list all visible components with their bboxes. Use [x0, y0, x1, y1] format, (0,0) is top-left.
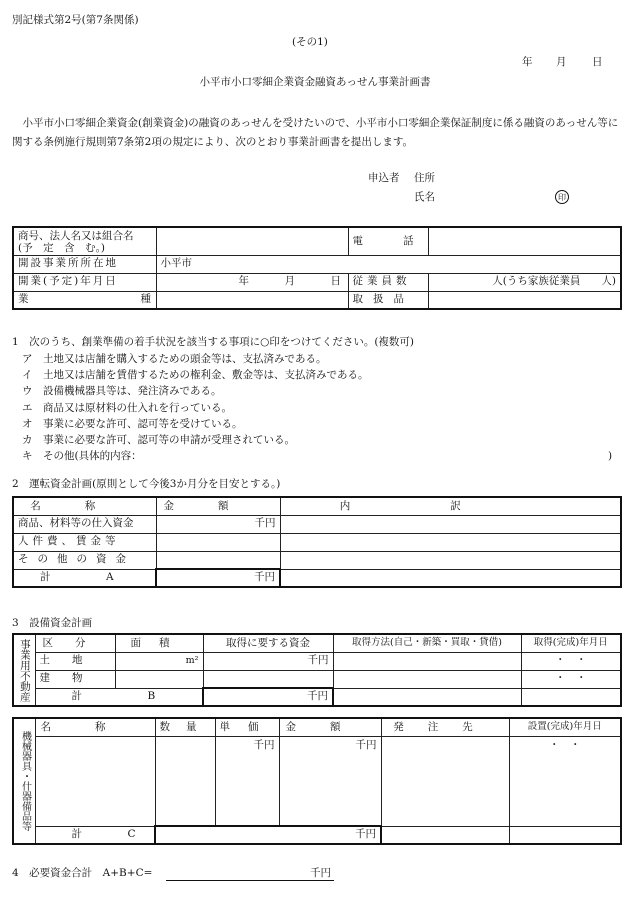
phone-field[interactable] [428, 227, 621, 255]
section1-item[interactable]: エ 商品又は原材料の仕入れを行っている。 [22, 401, 232, 414]
eq-total-date[interactable] [509, 826, 621, 844]
section1-close-paren: ) [608, 450, 613, 462]
op-row-breakdown[interactable] [280, 551, 621, 569]
products-field[interactable] [428, 291, 621, 309]
location-field[interactable]: 小平市 [156, 255, 621, 273]
re-header-category: 区分 [35, 634, 115, 652]
operating-funds-table [12, 496, 622, 588]
re-total-label: 計 [71, 689, 82, 702]
op-row-breakdown[interactable] [280, 533, 621, 551]
re-total-label-cell [35, 688, 203, 706]
eq-header-unit-price: 単価 [215, 718, 279, 736]
op-row-amount[interactable] [156, 533, 280, 551]
op-header-amount: 金額 [156, 497, 280, 515]
section1-item[interactable]: カ 事業に必要な許可、認可等の申請が受理されている。 [22, 433, 295, 446]
op-header-name: 名称 [13, 497, 156, 515]
op-row-breakdown[interactable] [280, 515, 621, 533]
re-total-symbol: B [147, 689, 156, 702]
re-header-area: 面積 [115, 634, 203, 652]
section4-heading: 4 必要資金合計 A+B+C= [12, 867, 153, 879]
open-date-field[interactable] [156, 273, 348, 291]
document-title: 小平市小口零細企業資金融資あっせん事業計画書 [199, 76, 431, 88]
date-day: 日 [592, 56, 603, 68]
date-year: 年 [522, 56, 533, 68]
op-row-amount[interactable] [156, 551, 280, 569]
equipment-side-label: 機械器具・什器備品等 [13, 718, 35, 844]
real-estate-table [12, 633, 622, 707]
re-row-method[interactable] [333, 670, 521, 688]
op-row-amount[interactable]: 千円 [156, 515, 280, 533]
re-row-method[interactable] [333, 652, 521, 670]
open-date-year: 年 [238, 275, 249, 287]
op-total-amount[interactable]: 千円 [156, 569, 280, 587]
op-total-breakdown[interactable] [280, 569, 621, 587]
re-row-date[interactable]: ・ ・ [521, 652, 621, 670]
op-total-symbol: A [106, 570, 114, 583]
phone-label: 電話 [352, 234, 454, 247]
re-total-cost[interactable]: 千円 [203, 688, 333, 706]
trade-name-label-cell [13, 227, 156, 255]
seal-mark [555, 190, 569, 204]
section1-item[interactable]: イ 土地又は店舗を賃借するための権利金、敷金等は、支払済みである。 [22, 369, 369, 382]
re-header-date: 取得(完成)年月日 [521, 634, 621, 652]
re-total-method[interactable] [333, 688, 521, 706]
applicant-info-table [12, 226, 622, 310]
re-header-cost: 取得に要する資金 [203, 634, 333, 652]
form-number: 別記様式第2号(第7条関係) [12, 14, 139, 26]
eq-supplier-field[interactable] [381, 736, 509, 826]
re-row-cost[interactable]: 千円 [203, 652, 333, 670]
section3-heading: 3 設備資金計画 [12, 617, 93, 629]
applicant-label: 申込者 [368, 172, 400, 184]
re-total-date[interactable] [521, 688, 621, 706]
intro-paragraph: 小平市小口零細企業資金(創業資金)の融資のあっせんを受けたいので、小平市小口零細企業保証制度に係る融資のあっせん等に関する条例施行規則第7条第2項の規定により、次のとおり事業計画書を提出します。 [12, 117, 619, 148]
employees-field[interactable]: 人(うち家族従業員 人) [428, 273, 621, 291]
section1-list [22, 353, 369, 466]
eq-unit-price-field[interactable]: 千円 [215, 736, 279, 826]
section1-item[interactable]: オ 事業に必要な許可、認可等を受けている。 [22, 417, 243, 430]
trade-name-field[interactable] [156, 227, 348, 255]
open-date-label: 開業(予定)年月日 [13, 273, 156, 291]
open-date-day: 日 [330, 275, 341, 287]
total-required-unit: 千円 [310, 867, 331, 879]
eq-header-date: 設置(完成)年月日 [509, 718, 621, 736]
business-label-cell [13, 291, 263, 309]
re-row-date[interactable]: ・ ・ [521, 670, 621, 688]
trade-name-note: (予 定 含 む。) [18, 241, 105, 254]
eq-header-name: 名称 [35, 718, 155, 736]
open-date-month: 月 [284, 275, 295, 287]
business-label: 業種 [18, 293, 263, 306]
eq-amount-field[interactable]: 千円 [279, 736, 381, 826]
op-total-label-cell [13, 569, 156, 587]
re-row-label: 土地 [35, 652, 115, 670]
op-total-label: 計 [40, 570, 51, 583]
op-row-label: 商品、材料等の仕入資金 [13, 515, 156, 533]
re-header-method: 取得方法(自己・新築・買取・貸借) [333, 634, 521, 652]
phone-label-cell [348, 227, 454, 255]
eq-total-label-cell [35, 826, 155, 844]
page-marker: (その1) [292, 36, 328, 48]
re-row-label: 建物 [35, 670, 115, 688]
total-required-field[interactable] [166, 867, 334, 881]
section2-heading: 2 運転資金計画(原則として今後3か月分を目安とする。) [12, 478, 281, 490]
eq-header-qty: 数量 [155, 718, 215, 736]
real-estate-side-label: 事業用不動産 [13, 634, 35, 706]
eq-header-supplier: 発注先 [381, 718, 509, 736]
eq-header-amount: 金額 [279, 718, 381, 736]
seal-icon: 印 [555, 190, 569, 204]
section1-item[interactable]: キ その他(具体的内容： [22, 450, 142, 463]
employees-label: 従業員数 [348, 273, 428, 291]
address-label: 住所 [414, 172, 435, 184]
op-row-label: その他の資金 [13, 551, 156, 569]
eq-date-field[interactable]: ・ ・ [509, 736, 621, 826]
eq-qty-field[interactable] [155, 736, 215, 826]
op-row-label: 人件費、賃金等 [13, 533, 156, 551]
location-label: 開設事業所所在地 [13, 255, 156, 273]
eq-total-symbol: C [127, 827, 136, 840]
name-label: 氏名 [414, 191, 435, 203]
date-month: 月 [556, 56, 567, 68]
eq-total-amount[interactable]: 千円 [155, 826, 381, 844]
section1-item[interactable]: ア 土地又は店舗を購入するための頭金等は、支払済みである。 [22, 353, 327, 365]
re-row-area[interactable] [115, 670, 203, 688]
section1-heading: 1 次のうち、創業準備の着手状況を該当する事項に○印をつけてください。(複数可) [12, 336, 415, 348]
re-row-area[interactable]: m² [115, 652, 203, 670]
trade-name-label: 商号、法人名又は組合名 [18, 229, 134, 242]
eq-name-field[interactable] [35, 736, 155, 826]
eq-total-supplier[interactable] [381, 826, 509, 844]
section1-item[interactable]: ウ 設備機械器具等は、発注済みである。 [22, 385, 222, 398]
products-label: 取扱品 [348, 291, 428, 309]
op-header-breakdown: 内訳 [280, 497, 621, 515]
re-row-cost[interactable] [203, 670, 333, 688]
equipment-table [12, 717, 622, 845]
eq-total-label: 計 [71, 827, 82, 840]
